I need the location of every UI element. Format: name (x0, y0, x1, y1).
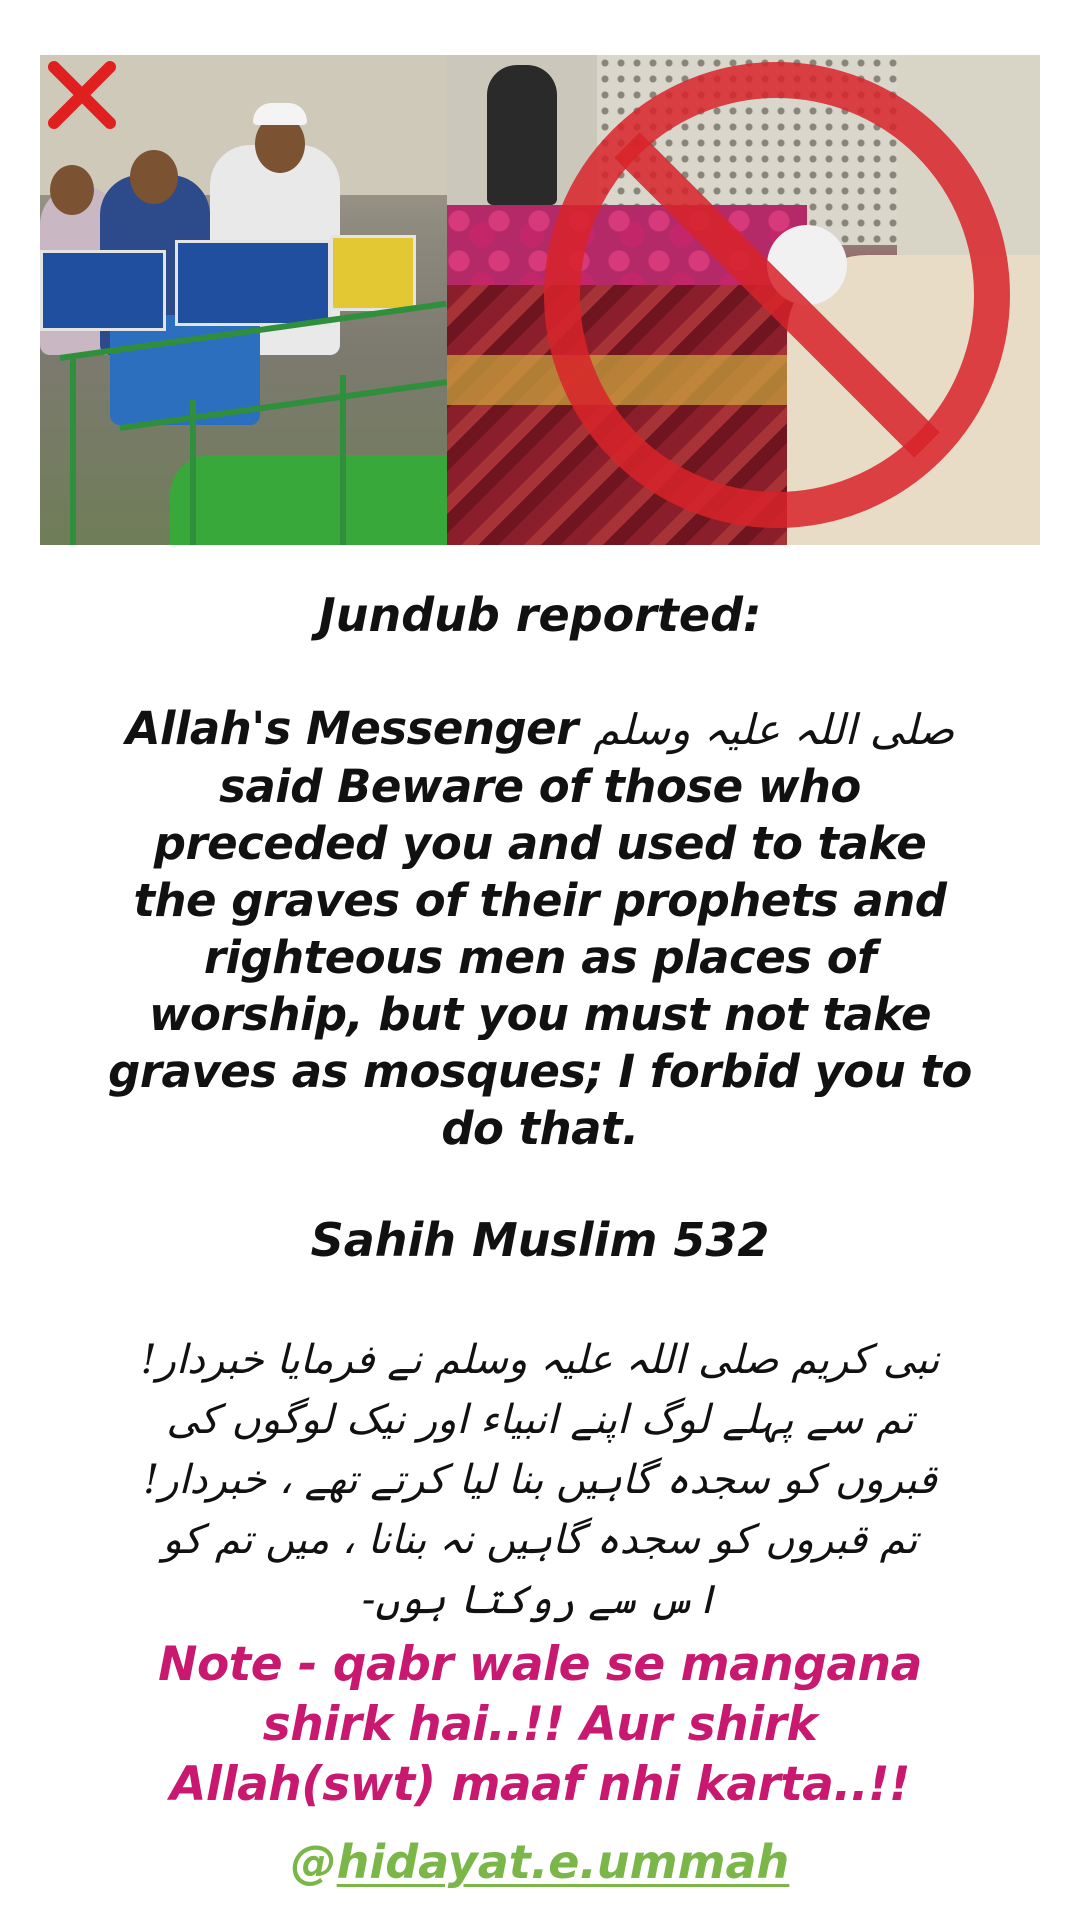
photo-green-grave (170, 455, 447, 545)
salawat-text: صلی اللہ علیہ وسلم (593, 705, 955, 754)
left-photo (40, 55, 447, 545)
note-line: shirk hai..!! Aur shirk (262, 1697, 818, 1752)
hadith-line (40, 700, 1040, 758)
hadith-line: said Beware of those who (219, 760, 861, 813)
photo-poster (40, 250, 166, 331)
right-photo (447, 55, 1040, 545)
reporter-line: Jundub reported: (318, 588, 762, 642)
urdu-line: اس سے روکتا ہوں- (361, 1577, 719, 1623)
urdu-line: تم سے پہلے لوگ اپنے انبیاء اور نیک لوگوں کی (166, 1397, 914, 1443)
hadith-line: do that. (441, 1102, 639, 1155)
photo-person-head (130, 150, 178, 204)
urdu-line: نبی کریم صلی اللہ علیہ وسلم نے فرمایا خبردار! (140, 1337, 940, 1383)
handle-at: @ (290, 1835, 337, 1889)
prohibition-sign-icon (477, 55, 1037, 545)
photo-railing (70, 355, 76, 545)
photo-poster (330, 235, 416, 311)
note-line: Note - qabr wale se mangana (158, 1637, 922, 1692)
hadith-line: preceded you and used to take (153, 817, 927, 870)
red-cross-icon (46, 59, 118, 131)
note-text (40, 1635, 1040, 1815)
photo-railing (340, 375, 346, 545)
hadith-english (40, 700, 1040, 1157)
urdu-line: تم قبروں کو سجدہ گاہیں نہ بنانا ، میں تم کو (162, 1517, 918, 1563)
handle-link[interactable]: hidayat.e.ummah (336, 1835, 790, 1889)
hadith-line: the graves of their prophets and (133, 874, 947, 927)
photo-cap (253, 103, 307, 125)
hadith-intro: Allah's Messenger (125, 702, 578, 755)
hadith-line: graves as mosques; I forbid you to (108, 1045, 972, 1098)
photo-person-head (50, 165, 94, 215)
urdu-translation (40, 1330, 1040, 1630)
photo-poster (175, 240, 331, 326)
photo-railing (190, 400, 196, 545)
hadith-line: worship, but you must not take (148, 988, 931, 1041)
note-line: Allah(swt) maaf nhi karta..!! (170, 1757, 910, 1812)
urdu-line: قبروں کو سجدہ گاہیں بنا لیا کرتے تھے ، خبردار! (143, 1457, 937, 1503)
hadith-line: righteous men as places of (203, 931, 877, 984)
account-handle (40, 1832, 1040, 1892)
photo-collage (40, 55, 1040, 545)
hadith-source: Sahih Muslim 532 (310, 1213, 770, 1267)
